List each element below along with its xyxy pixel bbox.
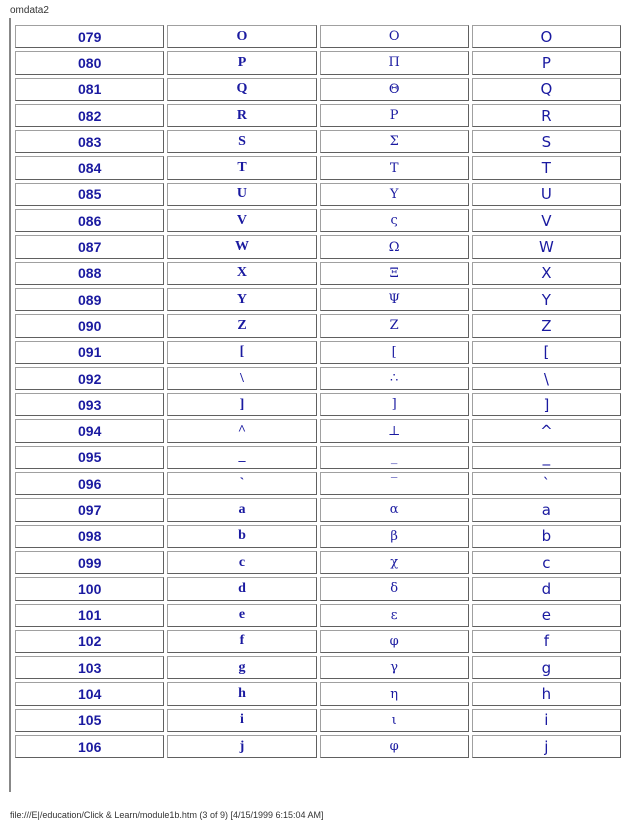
table-row bbox=[15, 130, 621, 153]
symbol-char-cell: ‾ bbox=[320, 472, 469, 495]
table-row bbox=[15, 262, 621, 285]
sans-char-cell: c bbox=[472, 551, 621, 574]
table-row bbox=[15, 472, 621, 495]
ascii-char-cell: j bbox=[167, 735, 316, 758]
sans-char-cell: _ bbox=[472, 446, 621, 469]
ascii-char-cell: a bbox=[167, 498, 316, 521]
ascii-char-cell: h bbox=[167, 682, 316, 705]
table-row bbox=[15, 314, 621, 337]
sans-char-cell: W bbox=[472, 235, 621, 258]
table-row bbox=[15, 551, 621, 574]
code-cell: 093 bbox=[15, 393, 164, 416]
ascii-char-cell: \ bbox=[167, 367, 316, 390]
code-cell: 098 bbox=[15, 525, 164, 548]
table-row bbox=[15, 367, 621, 390]
table-row bbox=[15, 446, 621, 469]
table-row bbox=[15, 735, 621, 758]
ascii-char-cell: g bbox=[167, 656, 316, 679]
symbol-char-cell: φ bbox=[320, 630, 469, 653]
sans-char-cell: e bbox=[472, 604, 621, 627]
ascii-char-cell: e bbox=[167, 604, 316, 627]
sans-char-cell: \ bbox=[472, 367, 621, 390]
code-cell: 084 bbox=[15, 156, 164, 179]
code-cell: 105 bbox=[15, 709, 164, 732]
ascii-char-cell: P bbox=[167, 51, 316, 74]
table-row bbox=[15, 630, 621, 653]
code-cell: 079 bbox=[15, 25, 164, 48]
code-cell: 080 bbox=[15, 51, 164, 74]
page-footer-url: file:///E|/education/Click & Learn/module1b.htm (3 of 9) [4/15/1999 6:15:04 AM] bbox=[10, 810, 324, 820]
sans-char-cell: ` bbox=[472, 472, 621, 495]
symbol-char-cell: ς bbox=[320, 209, 469, 232]
symbol-char-cell: ι bbox=[320, 709, 469, 732]
sans-char-cell: Q bbox=[472, 78, 621, 101]
code-cell: 100 bbox=[15, 577, 164, 600]
symbol-char-cell: Ω bbox=[320, 235, 469, 258]
sans-char-cell: U bbox=[472, 183, 621, 206]
code-cell: 087 bbox=[15, 235, 164, 258]
sans-char-cell: V bbox=[472, 209, 621, 232]
symbol-char-cell: Ρ bbox=[320, 104, 469, 127]
symbol-char-cell: Π bbox=[320, 51, 469, 74]
code-cell: 081 bbox=[15, 78, 164, 101]
sans-char-cell: T bbox=[472, 156, 621, 179]
sans-char-cell: Z bbox=[472, 314, 621, 337]
table-row bbox=[15, 656, 621, 679]
table-row bbox=[15, 104, 621, 127]
table-row bbox=[15, 604, 621, 627]
page-header-title: omdata2 bbox=[10, 5, 49, 16]
code-cell: 092 bbox=[15, 367, 164, 390]
symbol-char-cell: ε bbox=[320, 604, 469, 627]
ascii-char-cell: f bbox=[167, 630, 316, 653]
code-cell: 095 bbox=[15, 446, 164, 469]
code-cell: 085 bbox=[15, 183, 164, 206]
code-cell: 089 bbox=[15, 288, 164, 311]
ascii-char-cell: Y bbox=[167, 288, 316, 311]
code-cell: 096 bbox=[15, 472, 164, 495]
ascii-char-cell: Q bbox=[167, 78, 316, 101]
sans-char-cell: R bbox=[472, 104, 621, 127]
sans-char-cell: Y bbox=[472, 288, 621, 311]
ascii-char-cell: O bbox=[167, 25, 316, 48]
ascii-char-cell: Z bbox=[167, 314, 316, 337]
code-cell: 099 bbox=[15, 551, 164, 574]
table-row bbox=[15, 709, 621, 732]
symbol-char-cell: γ bbox=[320, 656, 469, 679]
symbol-char-cell: _ bbox=[320, 446, 469, 469]
code-cell: 106 bbox=[15, 735, 164, 758]
sans-char-cell: ^ bbox=[472, 419, 621, 442]
table-row bbox=[15, 156, 621, 179]
sans-char-cell: j bbox=[472, 735, 621, 758]
sans-char-cell: X bbox=[472, 262, 621, 285]
ascii-char-cell: S bbox=[167, 130, 316, 153]
left-border-line bbox=[9, 18, 11, 792]
ascii-char-cell: ^ bbox=[167, 419, 316, 442]
table-row bbox=[15, 209, 621, 232]
ascii-char-cell: _ bbox=[167, 446, 316, 469]
sans-char-cell: b bbox=[472, 525, 621, 548]
code-cell: 091 bbox=[15, 341, 164, 364]
sans-char-cell: i bbox=[472, 709, 621, 732]
symbol-char-cell: Σ bbox=[320, 130, 469, 153]
ascii-char-cell: V bbox=[167, 209, 316, 232]
symbol-char-cell: ] bbox=[320, 393, 469, 416]
ascii-char-cell: i bbox=[167, 709, 316, 732]
symbol-char-cell: φ bbox=[320, 735, 469, 758]
sans-char-cell: O bbox=[472, 25, 621, 48]
character-table bbox=[12, 22, 624, 761]
ascii-char-cell: U bbox=[167, 183, 316, 206]
code-cell: 088 bbox=[15, 262, 164, 285]
ascii-char-cell: W bbox=[167, 235, 316, 258]
table-row bbox=[15, 288, 621, 311]
table-row bbox=[15, 393, 621, 416]
ascii-char-cell: [ bbox=[167, 341, 316, 364]
sans-char-cell: h bbox=[472, 682, 621, 705]
sans-char-cell: d bbox=[472, 577, 621, 600]
ascii-char-cell: R bbox=[167, 104, 316, 127]
code-cell: 102 bbox=[15, 630, 164, 653]
sans-char-cell: ] bbox=[472, 393, 621, 416]
symbol-char-cell: [ bbox=[320, 341, 469, 364]
sans-char-cell: S bbox=[472, 130, 621, 153]
table-row bbox=[15, 341, 621, 364]
symbol-char-cell: Ψ bbox=[320, 288, 469, 311]
symbol-char-cell: ⊥ bbox=[320, 419, 469, 442]
symbol-char-cell: ∴ bbox=[320, 367, 469, 390]
symbol-char-cell: Ζ bbox=[320, 314, 469, 337]
code-cell: 103 bbox=[15, 656, 164, 679]
table-row bbox=[15, 498, 621, 521]
code-cell: 097 bbox=[15, 498, 164, 521]
ascii-char-cell: b bbox=[167, 525, 316, 548]
ascii-char-cell: X bbox=[167, 262, 316, 285]
symbol-char-cell: χ bbox=[320, 551, 469, 574]
sans-char-cell: f bbox=[472, 630, 621, 653]
symbol-char-cell: Θ bbox=[320, 78, 469, 101]
table-body bbox=[15, 25, 621, 758]
code-cell: 090 bbox=[15, 314, 164, 337]
symbol-char-cell: Τ bbox=[320, 156, 469, 179]
ascii-char-cell: d bbox=[167, 577, 316, 600]
code-cell: 104 bbox=[15, 682, 164, 705]
sans-char-cell: a bbox=[472, 498, 621, 521]
symbol-char-cell: β bbox=[320, 525, 469, 548]
symbol-char-cell: Ξ bbox=[320, 262, 469, 285]
code-cell: 082 bbox=[15, 104, 164, 127]
symbol-char-cell: α bbox=[320, 498, 469, 521]
table-row bbox=[15, 419, 621, 442]
code-cell: 083 bbox=[15, 130, 164, 153]
table-row bbox=[15, 51, 621, 74]
sans-char-cell: g bbox=[472, 656, 621, 679]
table-row bbox=[15, 78, 621, 101]
ascii-char-cell: ` bbox=[167, 472, 316, 495]
ascii-char-cell: c bbox=[167, 551, 316, 574]
symbol-char-cell: δ bbox=[320, 577, 469, 600]
code-cell: 101 bbox=[15, 604, 164, 627]
table-row bbox=[15, 25, 621, 48]
table-row bbox=[15, 577, 621, 600]
table-row bbox=[15, 525, 621, 548]
code-cell: 094 bbox=[15, 419, 164, 442]
symbol-char-cell: η bbox=[320, 682, 469, 705]
ascii-char-cell: ] bbox=[167, 393, 316, 416]
symbol-char-cell: Υ bbox=[320, 183, 469, 206]
symbol-char-cell: Ο bbox=[320, 25, 469, 48]
table-row bbox=[15, 682, 621, 705]
sans-char-cell: P bbox=[472, 51, 621, 74]
sans-char-cell: [ bbox=[472, 341, 621, 364]
table-row bbox=[15, 235, 621, 258]
table-row bbox=[15, 183, 621, 206]
ascii-char-cell: T bbox=[167, 156, 316, 179]
code-cell: 086 bbox=[15, 209, 164, 232]
